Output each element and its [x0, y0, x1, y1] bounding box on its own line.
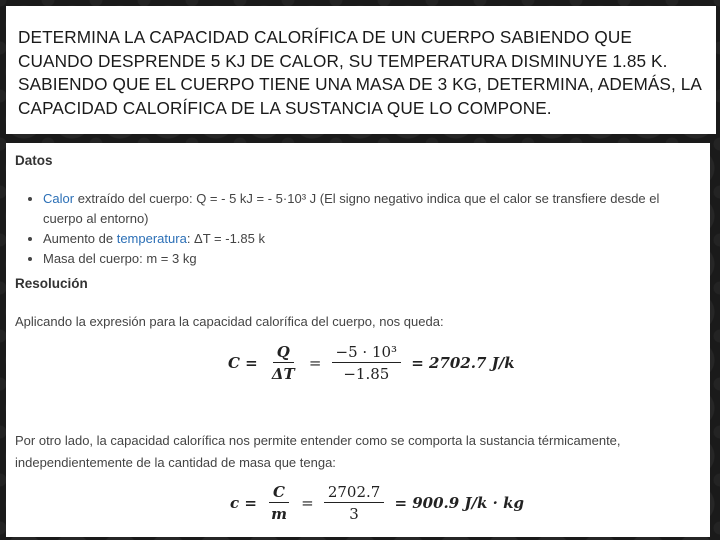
paragraph: Por otro lado, la capacidad calorífica nos permite entender como se comporta la sustancia térmicamente, independientemente de la cantidad de masa que tenga: — [15, 433, 621, 470]
title-box — [6, 6, 716, 134]
formula-result: = 2702.7 J/k — [411, 354, 515, 372]
denominator: ΔT — [271, 365, 295, 383]
formula-capacidad-cuerpo — [228, 343, 515, 383]
numerator: C — [269, 483, 289, 503]
list-item-text: Aumento de — [43, 231, 117, 246]
equals-sign: = — [301, 494, 314, 512]
list-item — [43, 229, 693, 249]
problem-statement: DETERMINA LA CAPACIDAD CALORÍFICA DE UN CUERPO SABIENDO QUE CUANDO DESPRENDE 5 KJ DE CALOR, SU TEMPERATURA DISMINUYE 1.85 K. SABIENDO QUE EL CUERPO TIENE UNA MASA DE 3 KG, DETERMINA, ADEMÁS, LA CAPACIDAD CALORÍFICA DE LA SUSTANCIA QUE LO COMPONE. — [18, 27, 702, 118]
denominator: 3 — [349, 505, 359, 523]
temperatura-link[interactable]: temperatura — [116, 231, 187, 246]
datos-list — [15, 189, 693, 269]
formula-lhs: C = — [228, 354, 258, 372]
list-item-text: Masa del cuerpo: m = 3 kg — [43, 251, 197, 266]
solution-panel — [6, 143, 710, 537]
equals-sign: = — [308, 354, 322, 372]
list-item — [43, 249, 693, 269]
fraction — [268, 343, 299, 383]
fraction — [332, 343, 402, 383]
denominator: −1.85 — [343, 365, 390, 383]
resolucion-heading: Resolución — [15, 276, 88, 291]
numerator: Q — [273, 343, 294, 363]
calor-link[interactable]: Calor — [43, 191, 75, 206]
numerator: −5 · 10³ — [332, 343, 402, 363]
formula-result: = 900.9 J/k · kg — [394, 494, 524, 512]
fraction — [324, 483, 385, 523]
formula-capacidad-sustancia — [230, 483, 524, 523]
list-item-text: : ΔT = -1.85 k — [186, 231, 265, 246]
denominator: m — [271, 505, 287, 523]
list-item — [43, 189, 693, 229]
paragraph: Aplicando la expresión para la capacidad calorífica del cuerpo, nos queda: — [15, 314, 444, 329]
datos-heading: Datos — [15, 153, 53, 168]
fraction — [267, 483, 291, 523]
formula-lhs: c = — [230, 494, 257, 512]
numerator: 2702.7 — [324, 483, 385, 503]
list-item-text: extraído del cuerpo: Q = - 5 kJ = - 5·10³ J (El signo negativo indica que el calor se transfiere desde el cuerpo al entorno) — [43, 191, 660, 226]
